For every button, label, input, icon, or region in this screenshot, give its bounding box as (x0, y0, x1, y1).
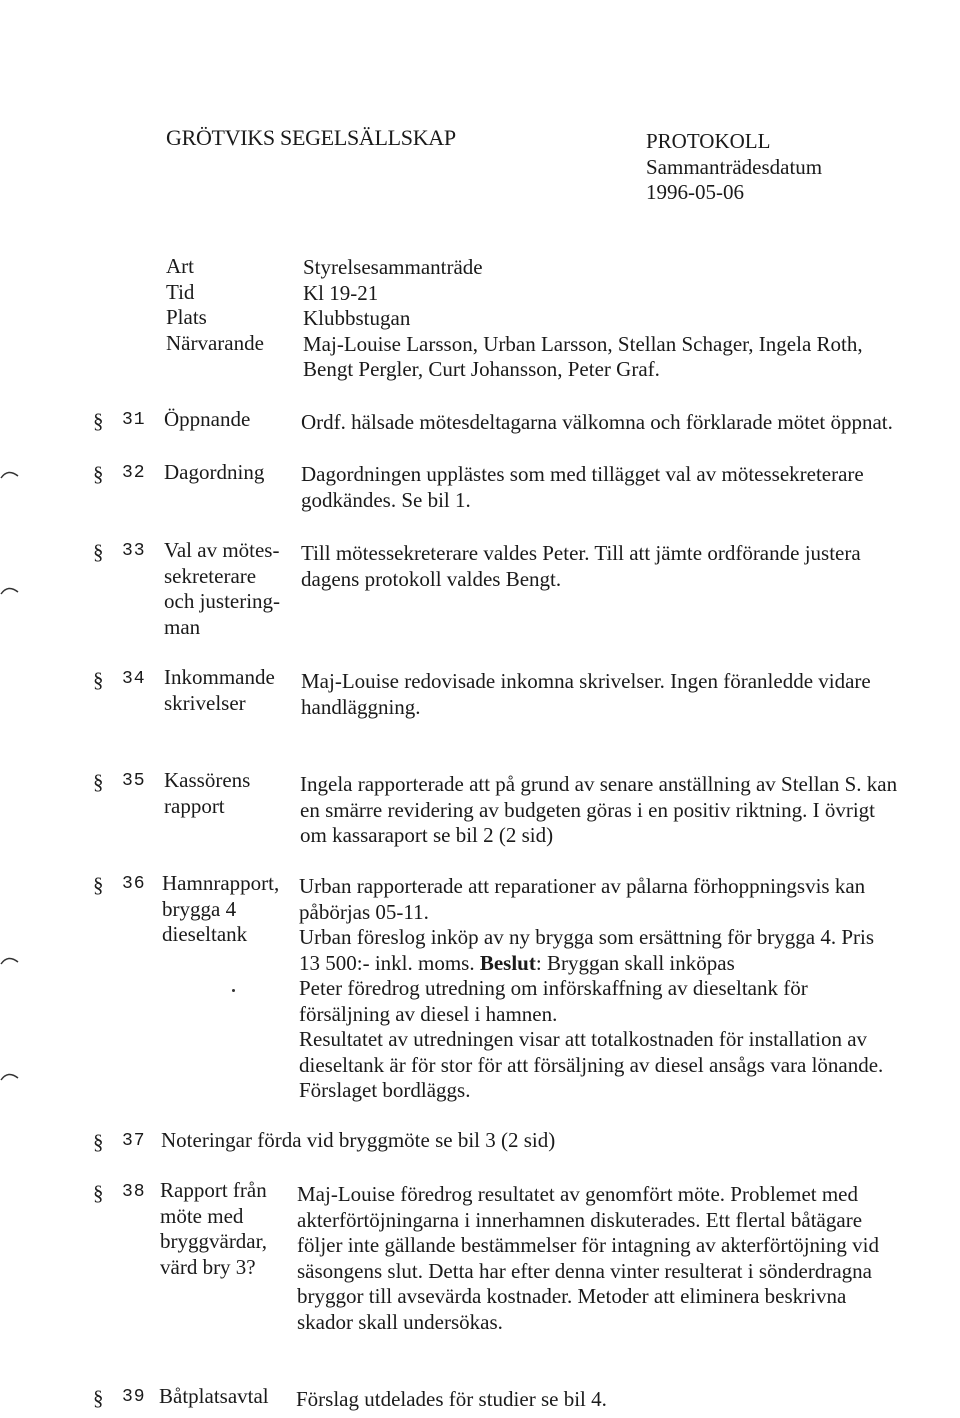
section-number: 34 (122, 669, 146, 689)
section-number: 31 (122, 410, 146, 430)
paragraph-sign: § (93, 873, 104, 897)
section-body: Ingela rapporterade att på grund av senare anställning av Stellan S. kan en smärre revidering av budgeten göras i en positiv riktning. I övrigt om kassaraport se bil 2 (2 sid) (300, 772, 898, 847)
section-body: Förslag utdelades för studier se bil 4. (296, 1387, 607, 1411)
meta-label-narvarande: Närvarande (166, 331, 264, 355)
section-title: Båtplatsavtal (159, 1384, 269, 1408)
section-number: 38 (122, 1182, 146, 1202)
meta-label-tid: Tid (166, 280, 195, 304)
paragraph-sign: § (93, 1386, 104, 1410)
paragraph-sign: § (93, 462, 104, 486)
section-body: Ordf. hälsade mötesdeltagarna välkomna och förklarade mötet öppnat. (301, 410, 893, 434)
section-number: 36 (122, 874, 146, 894)
organization-name: GRÖTVIKS SEGELSÄLLSKAP (166, 125, 456, 150)
section-title: Kassörens rapport (164, 768, 251, 818)
paragraph-sign: § (93, 1130, 104, 1154)
paragraph-sign: § (93, 770, 104, 794)
meta-label-art: Art (166, 254, 194, 278)
stray-mark (232, 989, 235, 992)
document-type: PROTOKOLL (646, 129, 771, 153)
meta-value-art: Styrelsesammanträde (303, 255, 483, 279)
section-body: Maj-Louise föredrog resultatet av genomfört möte. Problemet med akterförtöjningarna i innerhamnen diskuterades. Ett flertal båtägare följer inte gällande bestämmelser för intagning av akterförtöjning vid säsongens slut. Detta har efter denna vinter resulterat i sönderdragna bryggor till avsevärda kostnader. Metoder att eliminera beskrivna skador skall undersökas. (297, 1182, 879, 1334)
section-body: Maj-Louise redovisade inkomna skrivelser. Ingen föranledde vidare handläggning. (301, 669, 871, 719)
section-title: Dagordning (164, 460, 265, 484)
section-body: Urban rapporterade att reparationer av pålarna förhoppningsvis kan påbörjas 05-11. Urban föreslog inköp av ny brygga som ersättning för brygga 4. Pris 13 500:- inkl. moms. Beslut: Bryggan skall inköpas Peter föredrog utredning om införskaffning av dieseltank för försäljning av diesel i hamnen. Resultatet av utredningen visar att totalkostnaden för installation av dieseltank är för stor för att försäljning av diesel ansågs vara lönande. Förslaget bordläggs. (299, 874, 884, 1102)
binder-hole-mark (0, 466, 20, 480)
meta-value-narvarande-cont: Bengt Pergler, Curt Johansson, Peter Graf. (303, 357, 660, 381)
document-header (646, 129, 822, 206)
decision-label: Beslut (479, 950, 536, 975)
binder-hole-mark (0, 952, 20, 966)
section-title: Inkommande skrivelser (164, 665, 275, 715)
date-label: Sammanträdesdatum (646, 154, 823, 179)
section-title: Öppnande (164, 407, 251, 431)
section-title: Hamnrapport, brygga 4 dieseltank (162, 871, 280, 946)
section-number: 39 (122, 1387, 146, 1407)
section-number: 37 (122, 1131, 146, 1151)
section-number: 32 (122, 463, 146, 483)
meta-value-narvarande: Maj-Louise Larsson, Urban Larsson, Stellan Schager, Ingela Roth, (303, 332, 863, 356)
section-title: Rapport från möte med bryggvärdar, värd bry 3? (160, 1178, 268, 1279)
section-body: Dagordningen upplästes som med tillägget val av mötessekreterare godkändes. Se bil 1. (301, 462, 864, 512)
meeting-date: 1996-05-06 (646, 180, 744, 204)
section-body: Till mötessekreterare valdes Peter. Till att jämte ordförande justera dagens protokoll valdes Bengt. (301, 541, 861, 591)
paragraph-sign: § (93, 1181, 104, 1205)
section-number: 33 (122, 541, 146, 561)
section-number: 35 (122, 771, 146, 791)
section-title: Val av mötes- sekreterare och justering- man (164, 538, 281, 639)
binder-hole-mark (0, 1068, 20, 1082)
paragraph-sign: § (93, 540, 104, 564)
meta-label-plats: Plats (166, 305, 207, 329)
meta-value-plats: Klubbstugan (303, 306, 411, 330)
section-title: Noteringar förda vid bryggmöte se bil 3 (2 sid) (161, 1128, 556, 1152)
paragraph-sign: § (93, 668, 104, 692)
meta-value-tid: Kl 19-21 (303, 281, 379, 305)
binder-hole-mark (0, 582, 20, 596)
paragraph-sign: § (93, 409, 104, 433)
